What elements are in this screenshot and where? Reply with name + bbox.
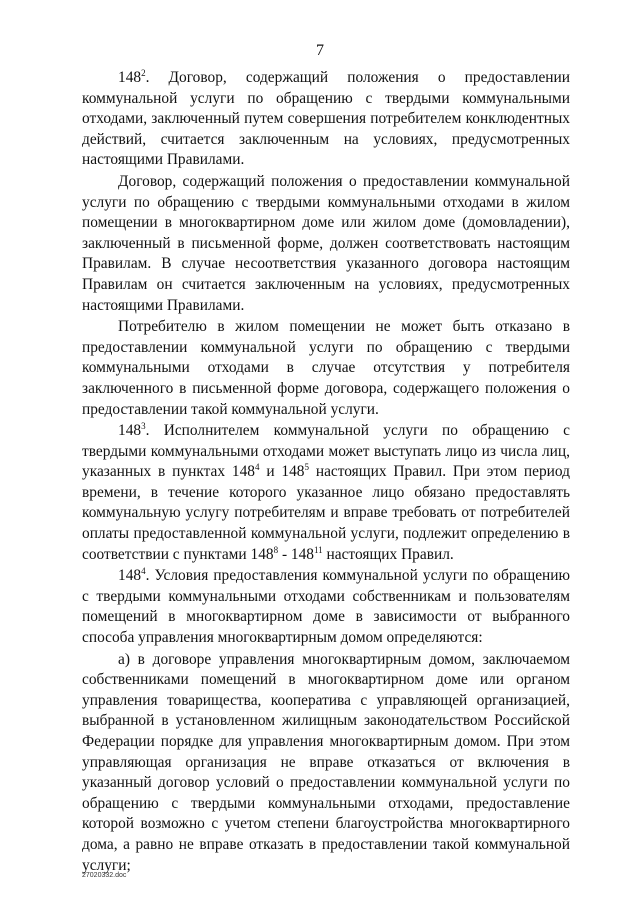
- page-number: 7: [316, 42, 324, 59]
- document-body: [82, 68, 570, 876]
- paragraph-148-4: $148^4$. Условия предоставления коммунальной услуги по обращению с твердыми коммунальными отходами собственникам и пользователям помещений в многоквартирном доме в зависимости от выбранного способа управления многоквартирным домом определяются:: [82, 566, 570, 647]
- paragraph-148-3: $148^3$. Исполнителем коммунальной услуги по обращению с твердыми коммунальными отходами может выступать лицо из числа лиц, указанных в пунктах $148^4$ и $148^5$ настоящих Правил. При этом период времени, в течение которого указанное лицо обязано предоставлять коммунальную услугу потребителям и вправе требовать от потребителей оплаты предоставленной коммунальной услуги, подлежит определению в соответствии с пунктами $148^8 - 148^{11}$ настоящих Правил.: [82, 420, 570, 563]
- footer-file-name: 27020332.doc: [82, 872, 127, 879]
- paragraph-no-refusal: Потребителю в жилом помещении не может быть отказано в предоставлении коммунальной услуги по обращению с твердыми коммунальными отходами в случае отсутствия у потребителя заключенного в письменной форме договора, содержащего положения о предоставлении такой коммунальной услуги.: [82, 318, 570, 418]
- paragraph-contract-written: Договор, содержащий положения о предоставлении коммунальной услуги по обращению с твердыми коммунальными отходами в жилом помещении в многоквартирном доме или жилом доме (домовладении), заключенный в письменной форме, должен соответствовать настоящим Правилам. В случае несоответствия указанного договора настоящим Правилам он считается заключенным на условиях, предусмотренных настоящими Правилами.: [82, 172, 570, 314]
- paragraph-item-a: а) в договоре управления многоквартирным домом, заключаемом собственниками помещений в многоквартирном доме или органом управления товарищества, кооператива с управляющей организацией, выбранной в установленном жилищным законодательством Российской Федерации порядке для управления многоквартирным домом. При этом управляющая организация не вправе отказаться от включения в указанный договор условий о предоставлении коммунальной услуги по обращению с твердыми коммунальными отходами, предоставление которой возможно с учетом степени благоустройства многоквартирного дома, а равно не вправе отказать в предоставлении такой коммунальной услуги;: [82, 650, 570, 874]
- paragraph-148-2: $148^2$. Договор, содержащий положения о предоставлении коммунальной услуги по обращению с твердыми коммунальными отходами, заключенный путем совершения потребителем конклюдентных действий, считается заключенным на условиях, предусмотренных настоящими Правилами.: [82, 67, 570, 169]
